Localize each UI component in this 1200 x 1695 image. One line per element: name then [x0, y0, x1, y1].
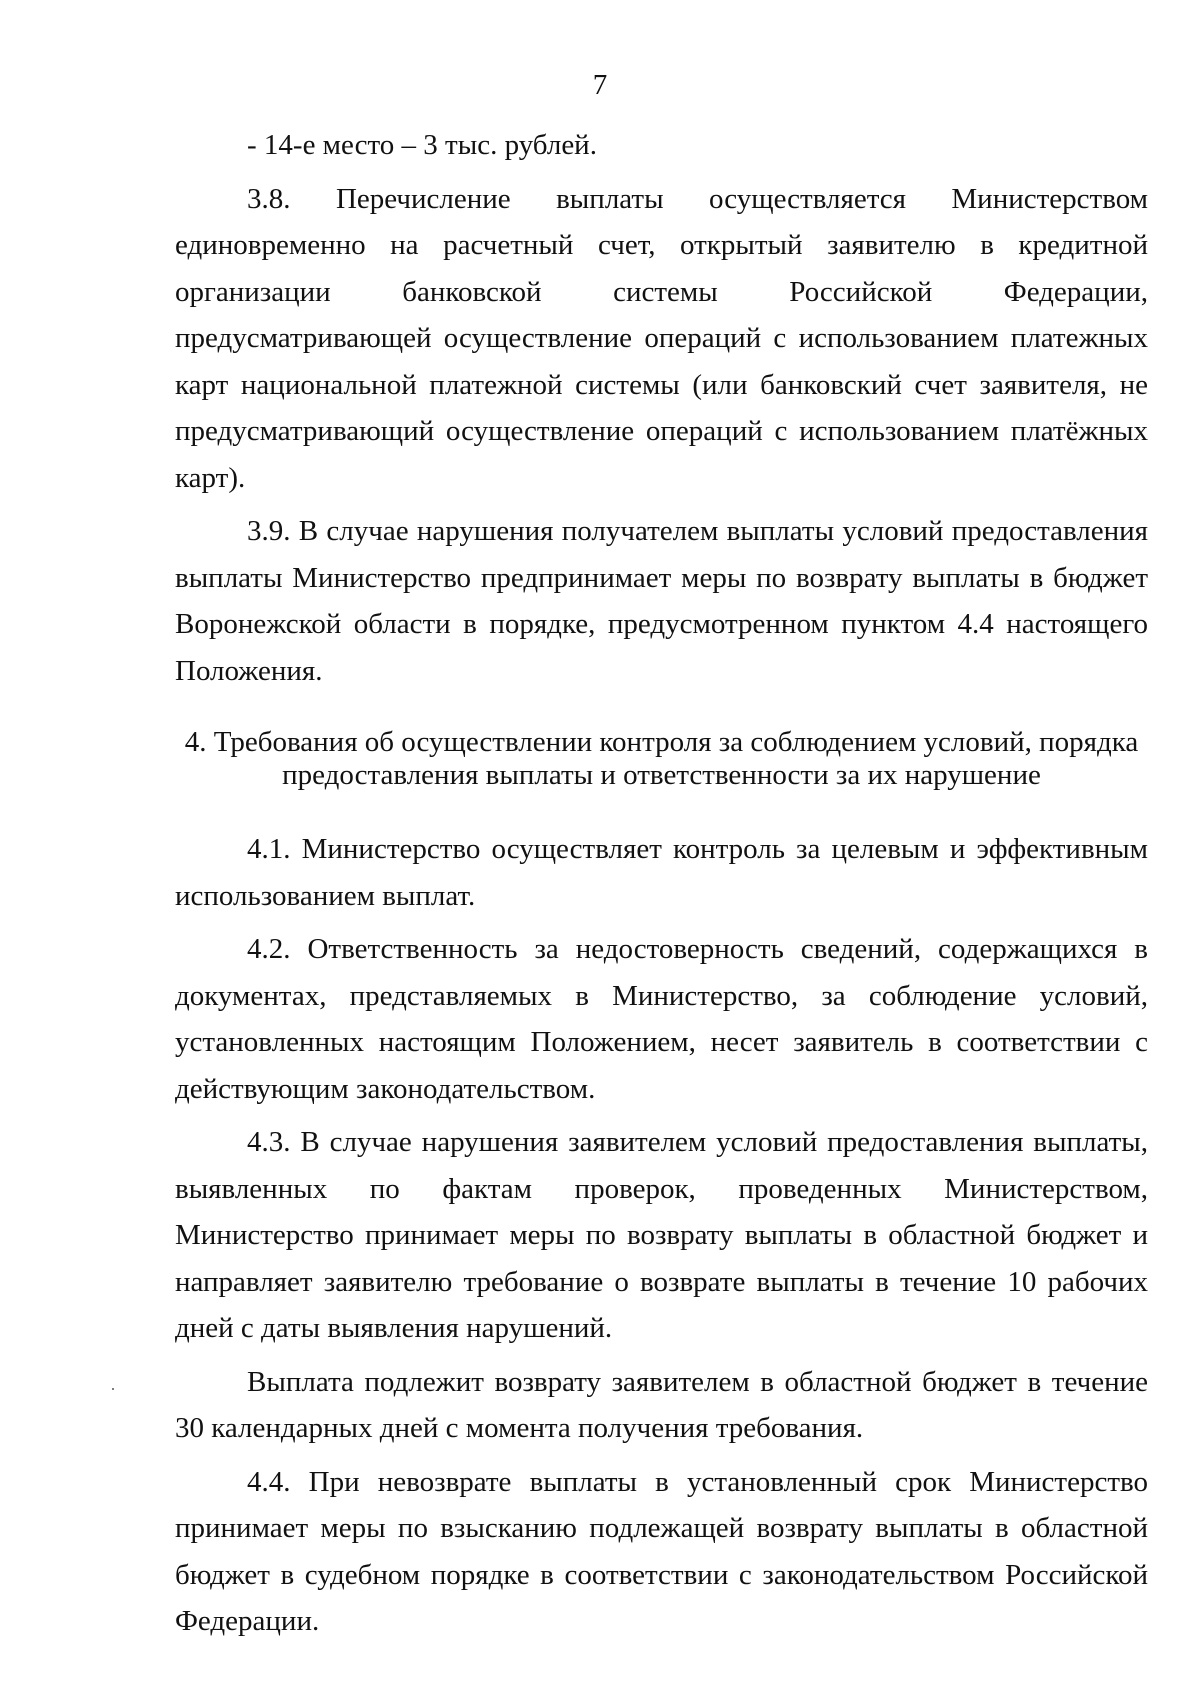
paragraph-4-1: 4.1. Министерство осуществляет контроль за целевым и эффективным использованием выплат. [175, 833, 1148, 912]
section-4-heading-line-2: предоставления выплаты и ответственности за их нарушение [282, 759, 1041, 791]
page-number: 7 [592, 69, 608, 101]
document-body [175, 122, 1148, 1652]
paragraph-3-8: 3.8. Перечисление выплаты осуществляется Министерством единовременно на расчетный счет, открытый заявителю в кредитной организации банковской системы Российской Федерации, предусматривающей осуществление операций с использованием платежных карт национальной платежной системы (или банковский счет заявителя, не предусматривающий осуществление операций с использованием платёжных карт). [175, 182, 1148, 494]
scan-speck [112, 1388, 114, 1390]
paragraph-4-2: 4.2. Ответственность за недостоверность сведений, содержащихся в документах, представляемых в Министерство, за соблюдение условий, установленных настоящим Положением, несет заявитель в соответствии с действующим законодательством. [175, 933, 1148, 1105]
paragraph-4-4: 4.4. При невозврате выплаты в установленный срок Министерство принимает меры по взысканию подлежащей возврату выплаты в областной бюджет в судебном порядке в соответствии с законодательством Российской Федерации. [175, 1465, 1148, 1637]
paragraph-repayment-term: Выплата подлежит возврату заявителем в областной бюджет в течение 30 календарных дней с момента получения требования. [175, 1365, 1148, 1444]
section-4-heading-line-1: 4. Требования об осуществлении контроля за соблюдением условий, порядка [184, 726, 1139, 758]
paragraph-3-9: 3.9. В случае нарушения получателем выплаты условий предоставления выплаты Министерство предпринимает меры по возврату выплаты в бюджет Воронежской области в порядке, предусмотренном пунктом 4.4 настоящего Положения. [175, 515, 1148, 687]
section-4-heading [175, 726, 1148, 792]
paragraph-4-3: 4.3. В случае нарушения заявителем условий предоставления выплаты, выявленных по фактам проверок, проведенных Министерством, Министерство принимает меры по возврату выплаты в областной бюджет и направляет заявителю требование о возврате выплаты в течение 10 рабочих дней с даты выявления нарушений. [175, 1126, 1148, 1344]
paragraph-14th-place: - 14-е место – 3 тыс. рублей. [247, 129, 597, 161]
